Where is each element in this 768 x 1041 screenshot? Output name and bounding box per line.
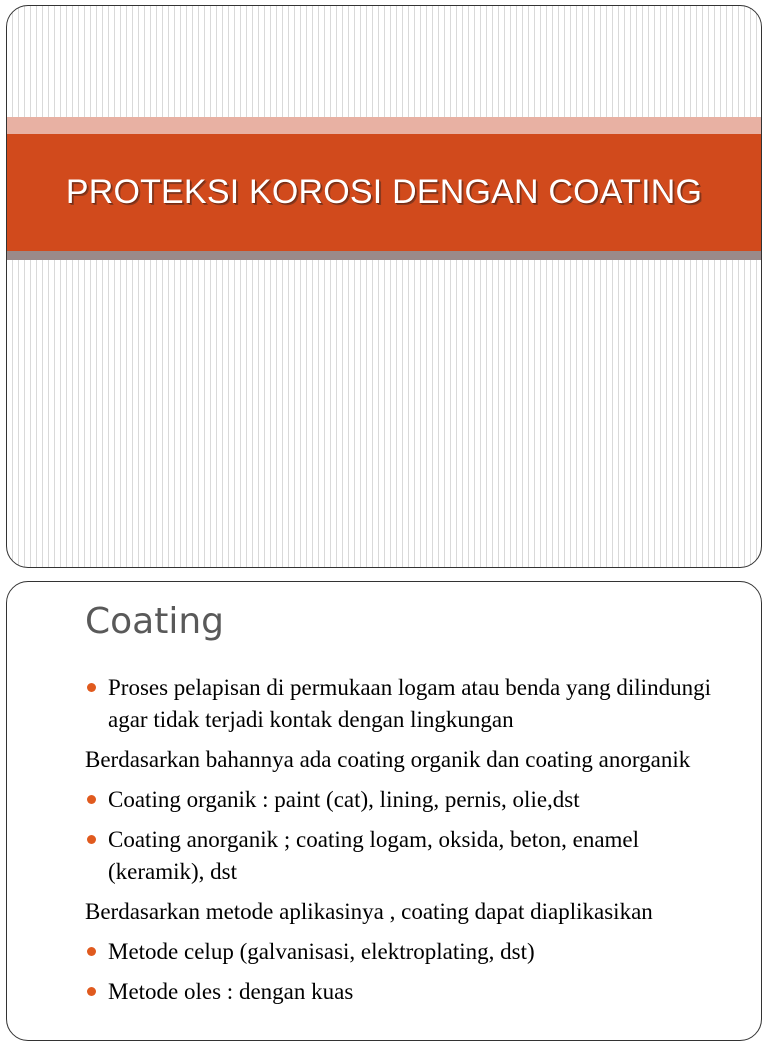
- content-slide: [6, 581, 762, 1041]
- bullet-item: [85, 824, 725, 888]
- paragraph-item: [85, 896, 725, 928]
- title-slide: [6, 5, 762, 568]
- bullet-item: [85, 976, 725, 1008]
- title-band-bottom-stripe: [7, 251, 761, 260]
- bullet-item: [85, 784, 725, 816]
- paragraph-item: [85, 744, 725, 776]
- bullet-text: Coating organik : paint (cat), lining, pernis, olie,dst: [108, 787, 580, 812]
- title-band-top-stripe: [7, 117, 761, 134]
- slide-content: [85, 672, 725, 1016]
- bullet-dot-icon: [87, 987, 96, 996]
- bullet-text: Metode oles : dengan kuas: [108, 979, 354, 1004]
- paragraph-text: Berdasarkan bahannya ada coating organik dan coating anorganik: [85, 747, 691, 772]
- bullet-text: Proses pelapisan di permukaan logam atau benda yang dilindungi agar tidak terjadi kontak dengan lingkungan: [108, 675, 711, 732]
- bullet-dot-icon: [87, 947, 96, 956]
- paragraph-text: Berdasarkan metode aplikasinya , coating dapat diaplikasikan: [85, 899, 653, 924]
- bullet-dot-icon: [87, 683, 96, 692]
- bullet-dot-icon: [87, 795, 96, 804]
- bullet-text: Metode celup (galvanisasi, elektroplating, dst): [108, 939, 535, 964]
- bullet-text: Coating anorganik ; coating logam, oksida, beton, enamel (keramik), dst: [108, 827, 640, 884]
- bullet-item: [85, 672, 725, 736]
- bullet-item: [85, 936, 725, 968]
- bullet-dot-icon: [87, 835, 96, 844]
- slide-title: PROTEKSI KOROSI DENGAN COATING: [65, 173, 703, 211]
- slide-heading: Coating: [85, 601, 225, 642]
